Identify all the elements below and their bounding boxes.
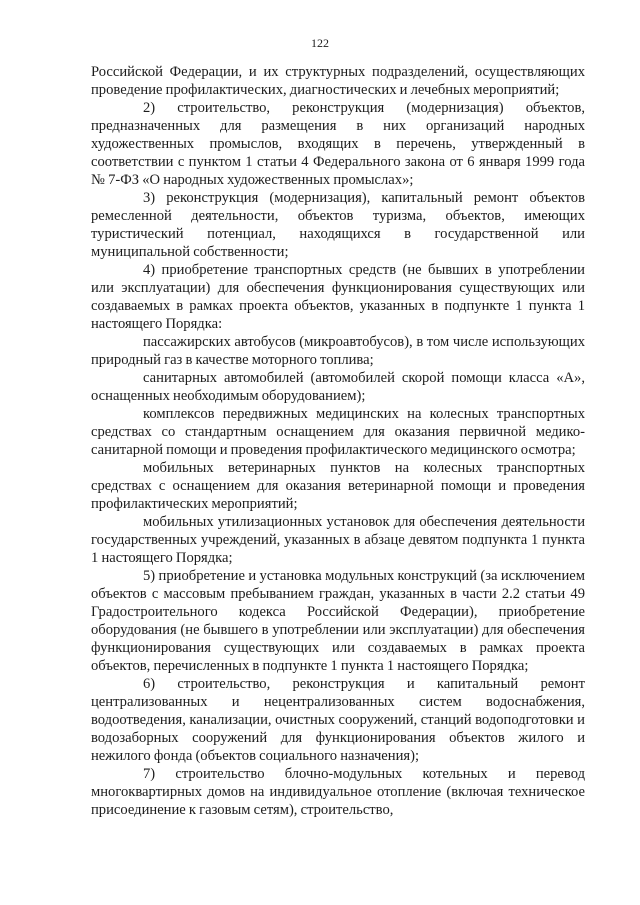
page-number: 122: [311, 36, 329, 50]
paragraph-ambulances: санитарных автомобилей (автомобилей скорой помощи класса «А», оснащенных необходимым оборудованием);: [91, 370, 585, 404]
paragraph-item-6: 6) строительство, реконструкция и капитальный ремонт централизованных и нецентрализованных систем водоснабжения, водоотведения, канализации, очистных сооружений, станций водоподготовки и водозаборных сооружений для функционирования объектов жилого и нежилого фонда (объектов социального назначения);: [91, 676, 585, 764]
paragraph-item-4: 4) приобретение транспортных средств (не бывших в употреблении или эксплуатации) для обеспечения функционирования существующих или создаваемых в рамках проекта объектов, указанных в подпункте 1 пункта 1 настоящего Порядка:: [91, 262, 585, 332]
paragraph-buses: пассажирских автобусов (микроавтобусов), в том числе использующих природный газ в качестве моторного топлива;: [91, 334, 585, 368]
paragraph-item-2: 2) строительство, реконструкция (модернизация) объектов, предназначенных для размещения в них организаций народных художественных промыслов, входящих в перечень, утвержденный в соответствии с пунктом 1 статьи 4 Федерального закона от 6 января 1999 года № 7-ФЗ «О народных художественных промыслах»;: [91, 100, 585, 188]
paragraph-item-5: 5) приобретение и установка модульных конструкций (за исключением объектов с массовым пребыванием граждан, указанных в части 2.2 статьи 49 Градостроительного кодекса Российской Федерации), приобретение оборудования (не бывшего в употреблении или эксплуатации) для обеспечения функционирования существующих или создаваемых в рамках проекта объектов, перечисленных в подпункте 1 пункта 1 настоящего Порядка;: [91, 568, 585, 674]
paragraph-utilization-units: мобильных утилизационных установок для обеспечения деятельности государственных учреждений, указанных в абзаце девятом подпункта 1 пункта 1 настоящего Порядка;: [91, 514, 585, 566]
paragraph-medical-complexes: комплексов передвижных медицинских на колесных транспортных средствах со стандартным оснащением для оказания первичной медико-санитарной помощи и проведения профилактического медицинского осмотра;: [91, 406, 585, 458]
paragraph-continuation: Российской Федерации, и их структурных подразделений, осуществляющих проведение профилактических, диагностических и лечебных мероприятий;: [91, 64, 585, 98]
paragraph-vet-points: мобильных ветеринарных пунктов на колесных транспортных средствах с оснащением для оказания ветеринарной помощи и проведения профилактических мероприятий;: [91, 460, 585, 512]
paragraph-item-3: 3) реконструкция (модернизация), капитальный ремонт объектов ремесленной деятельности, объектов туризма, объектов, имеющих туристический потенциал, находящихся в государственной или муниципальной собственности;: [91, 190, 585, 260]
paragraph-item-7: 7) строительство блочно-модульных котельных и перевод многоквартирных домов на индивидуальное отопление (включая техническое присоединение к газовым сетям), строительство,: [91, 766, 585, 818]
document-body: [91, 63, 585, 819]
